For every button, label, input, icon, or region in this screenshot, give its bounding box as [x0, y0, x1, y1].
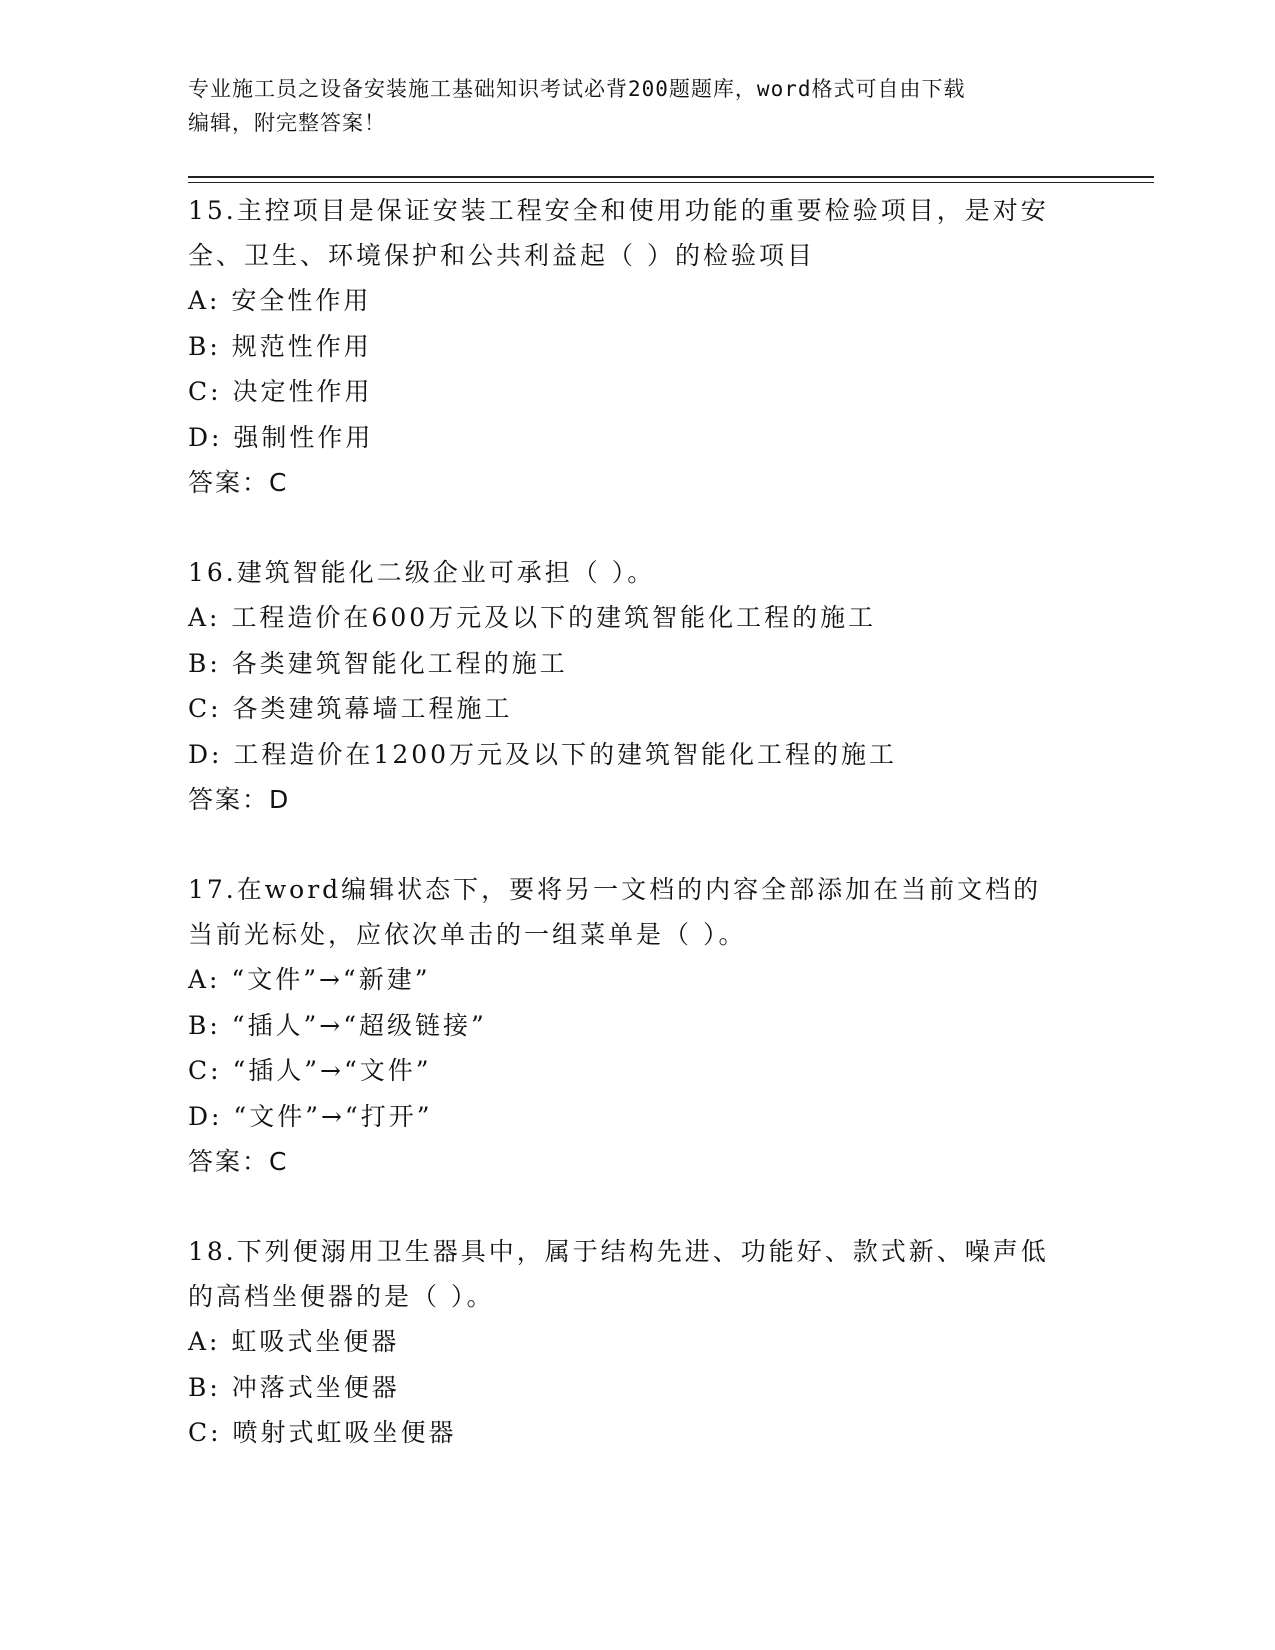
question-block [188, 1229, 1088, 1456]
answer-option: C: 决定性作用 [188, 377, 373, 406]
answer-option: D: “文件”→“打开” [188, 1101, 433, 1131]
answer-option: A: 安全性作用 [188, 286, 372, 315]
answer-option: C: 各类建筑幕墙工程施工 [188, 694, 513, 723]
answer-option: B: 冲落式坐便器 [188, 1372, 400, 1402]
header-line-2: 编辑，附完整答案！ [188, 111, 386, 135]
answer-option: D: 强制性作用 [188, 422, 374, 452]
answer-key: 答案：C [188, 468, 289, 497]
answer-option: C: “插人”→“文件” [188, 1056, 432, 1085]
answer-key: 答案：D [188, 785, 291, 814]
question-stem-line: 当前光标处，应依次单击的一组菜单是（ ）。 [188, 920, 747, 949]
question-block [188, 867, 1088, 1184]
answer-key: 答案：C [188, 1147, 289, 1176]
header-divider-thin [188, 182, 1154, 183]
question-stem-line: 17.在word编辑状态下，要将另一文档的内容全部添加在当前文档的 [188, 875, 1042, 904]
question-stem-line: 15.主控项目是保证安装工程安全和使用功能的重要检验项目，是对安 [188, 196, 1049, 225]
answer-option: A: 工程造价在600万元及以下的建筑智能化工程的施工 [188, 603, 877, 632]
answer-option: A: “文件”→“新建” [188, 965, 431, 994]
header-line-1: 专业施工员之设备安装施工基础知识考试必背200题题库，word格式可自由下载 [188, 77, 966, 101]
answer-option: A: 虹吸式坐便器 [188, 1327, 400, 1356]
question-stem-line: 的高档坐便器的是（ ）。 [188, 1282, 495, 1311]
answer-option: B: 各类建筑智能化工程的施工 [188, 648, 568, 678]
question-stem-line: 18.下列便溺用卫生器具中，属于结构先进、功能好、款式新、噪声低 [188, 1237, 1049, 1266]
question-list [188, 188, 1088, 1501]
question-stem-line: 全、卫生、环境保护和公共利益起（ ）的检验项目 [188, 241, 815, 270]
question-block [188, 188, 1088, 505]
answer-option: B: 规范性作用 [188, 331, 372, 361]
answer-option: B: “插人”→“超级链接” [188, 1010, 487, 1040]
answer-option: C: 喷射式虹吸坐便器 [188, 1418, 457, 1447]
header-divider-thick [188, 176, 1154, 178]
question-block [188, 550, 1088, 822]
answer-option: D: 工程造价在1200万元及以下的建筑智能化工程的施工 [188, 739, 898, 769]
document-header [188, 72, 1068, 140]
question-stem-line: 16.建筑智能化二级企业可承担（ ）。 [188, 558, 656, 587]
